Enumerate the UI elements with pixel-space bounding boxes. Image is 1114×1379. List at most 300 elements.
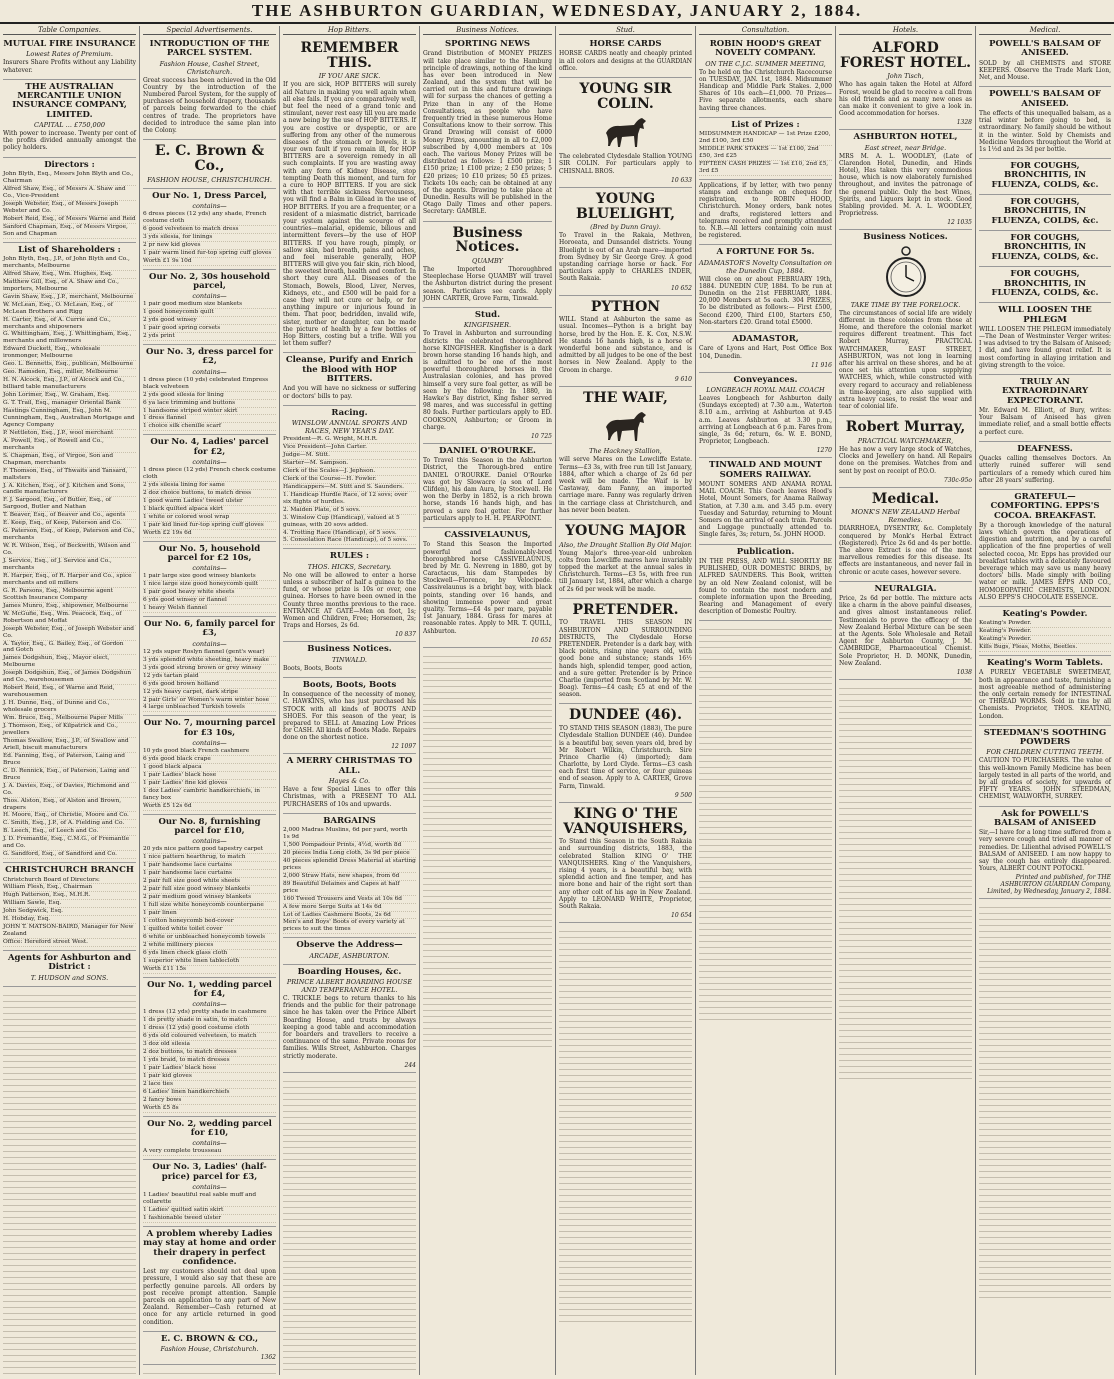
ad-body-text: Price, 2s 6d per bottle. The mixture acts like a charm in the above painful diseases, and gives almost instantaneous relief. Testimonials to prove the efficacy of the New Zealand Herbal Mixture can be seen at the Agents. Sole Wholesale and Retail Agent for Ashburton County, J. M. CAMBRIDGE, Pharmaceutical Chemist. Sole Proprietor, H. D. MONK, Dunedin, New Zealand.: [839, 595, 972, 667]
list-item: Wm. Bruce, Esq., Melbourne Paper Mills: [3, 715, 136, 723]
advertisement: [979, 607, 1111, 656]
ad-subtitle: (Bred by Dunn Gray).: [590, 223, 661, 232]
advertisement: [423, 308, 552, 444]
list-item: A. Taylor, Esq., G. Bailey, Esq., of Gordon and Gotch: [3, 641, 136, 656]
advertisement: [283, 353, 416, 405]
list-item: H. Hobday, Esq.: [3, 916, 136, 924]
list-item: Gavin Shaw, Esq., J.P., merchant, Melbourne: [3, 294, 136, 302]
ad-subtitle: WINSLOW ANNUAL SPORTS AND RACES, NEW YEAR'S DAY.: [291, 419, 408, 436]
list-item: J. H. Dunne, Esq., of Dunne and Co., wholesale grocers: [3, 700, 136, 715]
advertisement: [283, 965, 416, 1073]
column-5: [556, 26, 696, 1375]
advertisement: [3, 37, 136, 80]
ad-item-list: [143, 377, 276, 432]
ad-title: YOUNG MAJOR: [565, 522, 686, 539]
ad-title: Business Notices.: [452, 224, 523, 256]
ad-title: Our No. 7, mourning parcel for £3 10s,: [143, 718, 276, 738]
list-item: B. Leech, Esq., of Leech and Co.: [3, 828, 136, 836]
advertisement: [699, 180, 832, 246]
ad-body-text: With power to increase. Twenty per cent of the profits divided annually amongst the policy holders.: [3, 130, 136, 152]
list-item: Clerk of the Course—H. Fowler.: [283, 476, 416, 484]
list-item: 1 pair good spring corsets: [143, 325, 276, 333]
list-item: 1 pair good heavy white sheets: [143, 589, 276, 597]
ad-title: Business Notices.: [863, 232, 948, 243]
column-4: [420, 26, 556, 1375]
ad-title: DANIEL O'ROURKE.: [439, 445, 536, 456]
list-item: 1 good warm Ladies' tweed ulster: [143, 498, 276, 506]
ad-title: YOUNG SIR COLIN.: [579, 80, 672, 112]
ad-title: PRETENDER.: [572, 601, 679, 618]
horse-illustration-icon: [600, 407, 652, 445]
list-item: 1 good honeycomb quilt: [143, 309, 276, 317]
column-8: [976, 26, 1114, 1375]
ad-reference-number: 1038: [956, 668, 972, 676]
advertisement: [559, 704, 692, 802]
list-item: C. Smith, Esq., J.P., of A. Fielding and Co.: [3, 820, 136, 828]
advertisement: [979, 159, 1111, 195]
ad-title: Observe the Address—: [296, 940, 403, 951]
list-item: 1 pair warm lined fur-top spring cuff gloves: [143, 250, 276, 258]
list-item: John Sedgwick, Esq.: [3, 908, 136, 916]
ad-item-list: [3, 256, 136, 859]
advertisement: [283, 678, 416, 755]
ad-title: THE WAIF,: [583, 389, 668, 406]
ad-title: Our No. 4, Ladies' parcel for £2,: [150, 437, 269, 457]
advertisement: [979, 195, 1111, 231]
ad-body-text: CAUTION TO PURCHASERS. The value of this well-known Family Medicine has been largely tested in all parts of the world, and by all grades of society, for upwards of FIFTY YEARS. JOHN STEEDMAN, CHEMIST, WALWORTH, SURREY.: [979, 757, 1111, 801]
ad-item-list: [143, 1148, 276, 1156]
ad-title: Our No. 8, furnishing parcel for £10,: [158, 816, 261, 837]
ad-title: Stud.: [474, 309, 501, 320]
list-item: 2 doz choice buttons, to match dress: [143, 490, 276, 498]
ad-title: FOR COUGHS, BRONCHITIS, IN FLUENZA, COLDS, &c.: [991, 269, 1099, 298]
list-item: 20 yds nice pattern good tapestry carpet: [143, 846, 276, 854]
list-item: 12 yds super Roslyn flannel (gent's wear): [143, 649, 276, 657]
ad-body-text: The Imported Thoroughbred Steeplechase Horse QUAMBY will travel the Ashburton district during the present season. Particulars see cards. Apply JOHN CARTER, Grove Farm, Tinwald.: [423, 266, 552, 302]
list-item: H. Moore, Esq., of Christie, Moore and Co.: [3, 812, 136, 820]
ad-title: A MERRY CHRISTMAS TO ALL.: [286, 756, 413, 776]
list-item: 1 full size white honeycomb counterpane: [143, 902, 276, 910]
ad-title: Publication.: [736, 546, 795, 557]
ad-title: Our No. 3, Ladies' (half-price) parcel for £3,: [152, 1162, 267, 1182]
list-item: 2,000 Straw Hats, new shapes, from 6d: [283, 873, 416, 881]
ad-body-text: To Stand this Season the Imported powerful and fashionably-bred thoroughbred horse CASSIVELAUNUS, bred by Mr. G. Nevreng in 1880, got by Caractacus, his dam Stampedes by Stockwell—Florence, by Velocipede. Cassivelaunus is a bright bay, with black points, standing over 16 hands, and showing immense power and great quality. Terms—£4 4s per mare, payable 1st January, 1884. Grass for mares at reasonable rates. Apply to MR. T. QUILL, Ashburton.: [423, 541, 552, 635]
ad-body-text: The effects of this unequalled balsam, as a trial winter before going to bed, is extraordinary. No family should be without it in the winter. Sold by Chemists and Medicine Vendors throughout the World at 1s 1½d and 2s 3d per bottle.: [979, 109, 1111, 153]
ad-title: BARGAINS: [323, 815, 376, 826]
list-item: 2 yds good silesia for lining: [143, 392, 276, 400]
list-item: G. Paterson, Esq., of Keep, Paterson and Co., merchants: [3, 528, 135, 542]
ad-subtitle: contains—: [192, 837, 227, 846]
list-item: 1 heavy Welsh flannel: [143, 605, 276, 613]
ad-title: Keating's Powder.: [1002, 608, 1088, 619]
masthead: [0, 0, 1114, 24]
ad-body-text: TO TRAVEL THIS SEASON IN ASHBURTON AND SURROUNDING DISTRICTS, The Clydesdale Horse PRETENDER. Pretender is a dark bay, with black points, rising nine years old, with good bone and substance; stands 16½ hands high, splendid temper, good action, and a sure getter. Pretender is by Prince Charlie (imported from Scotland by Mr. W. Boag). Terms—£4 cash; £5 at end of the season.: [559, 619, 692, 699]
list-item: 4 large unbleached Turkish towels: [143, 704, 276, 712]
column-3: [280, 26, 420, 1375]
ad-body-text: To be held on the Christchurch Racecourse on TUESDAY, JAN. 1st, 1884. Midsummer Handicap and Middle Park Stakes. 2,000 Shares of 10s each—£1,000. 70 Prizes—Five separate allotments, each share having three chances.: [699, 68, 832, 112]
advertisement: [559, 599, 692, 705]
list-item: G. R. Parsons, Esq., Melbourne agent Scottish Insurance Company: [3, 588, 136, 603]
ad-body-text: If you are sick, HOP BITTERS will surely aid Nature in making you well again when all else fails. If you are comparatively well, but feel the need of a grand tonic and stimulant, never rest easy till you are made a new being by the use of HOP BITTERS. If you are costive or dyspeptic, or are suffering from any other of the numerous diseases of the stomach or bowels, it is your own fault if you remain ill, for HOP BITTERS are a sovereign remedy in all such complaints. If you are wasting away with any form of Kidney Disease, stop tempting Death this moment, and turn for a cure to HOP BITTERS. If you are sick with that terrible sickness Nervousness, you will find a Balm in Gilead in the use of HOP BITTERS. If you are a frequenter, or a resident of a miasmatic district, barricade your system against the scourge of all countries—malarial, epidemic, bilious and intermittent fevers—by the use of HOP BITTERS. If you have rough, pimply, or sallow skin, bad breath, pains and aches, and feel miserable generally, HOP BITTERS will give you fair skin, rich blood, the sweetest breath, health and comfort. In short they cure ALL Diseases of the Stomach, Bowels, Blood, Liver, Nerves, Kidneys, etc., and £500 will be paid for a case they will not cure or help, or for anything impure or injurious found in them. That poor, bedridden, invalid wife, sister, mother or daughter, can be made the picture of health by a few bottles of Hop Bitters, costing but a trifle. Will you let them suffer?: [283, 81, 416, 348]
list-item: Alfred Shaw, Esq., Wm. Hughes, Esq.: [3, 271, 136, 279]
ad-reference-number: 10 725: [531, 432, 552, 440]
ad-subtitle: John Tisch,: [887, 72, 924, 81]
ad-body-text: will serve Mares on the Lowcliffe Estate. Terms—£3 3s, with free run till 1st January, 1884, after which a charge of 2s 6d per week will be made. The Waif is by Castaway, dam Fanny, an imported carriage mare. Fanny was regularly driven in the carriage class at Christchurch, and has never been beaten.: [559, 456, 692, 514]
ad-subtitle: ARCADE, ASHBURTON.: [309, 951, 390, 960]
list-item: J. Service, Esq., of J. Service and Co., merchants: [3, 558, 136, 573]
ad-reference-number: 10 837: [395, 631, 416, 639]
list-item: 1 pair good medium size blankets: [143, 301, 276, 309]
column-1: [0, 26, 140, 1375]
list-item: Geo. L. Bennetts, Esq., publican, Melbourne: [3, 361, 136, 369]
list-item: 1 pair Ladies' black hose: [143, 1065, 276, 1073]
list-item: 2. Maiden Plate, of 5 sovs.: [283, 507, 416, 515]
ad-title: ASHBURTON HOTEL,: [853, 132, 958, 143]
advertisement: [979, 442, 1111, 490]
ad-subtitle: Fashion House, Christchurch.: [160, 1345, 259, 1354]
ad-title: Conveyances.: [733, 374, 798, 385]
advertisement: [143, 435, 276, 541]
ad-reference-number: 10 651: [531, 636, 552, 644]
ad-body-text: In consequence of the necessity of money, C. HAWKINS, who has just purchased his STOCK with all kinds of BOOTS AND SHOES. For this season of the year, is prepared to SELL at Amazing Low Prices for CASH. All kinds of Boots Made. Repairs done on the shortest notice.: [283, 691, 416, 742]
ad-title: Boots, Boots, Boots: [302, 679, 397, 690]
ad-subtitle: East street, near Bridge.: [864, 143, 947, 152]
ad-title: Racing.: [331, 407, 368, 418]
ad-subtitle: TINWALD.: [331, 655, 367, 664]
ad-title: Robert Murray,: [845, 419, 966, 436]
ad-reference-number: 10 654: [671, 912, 692, 920]
ad-title: KING O' THE VANQUISHERS,: [563, 805, 688, 837]
list-item: 2 pair medium good winsey blankets: [143, 894, 276, 902]
ad-reference-number: 9 610: [674, 375, 692, 383]
column-heading: Business Notices.: [423, 26, 552, 35]
ad-reference-number: 244: [404, 1061, 416, 1069]
ad-reference-number: 12 1035: [947, 219, 972, 227]
column-7: [836, 26, 976, 1375]
list-item: Keating's Powder.: [979, 620, 1111, 628]
list-item: 2,000 Madras Muslins, 6d per yard, worth 1s 9d: [283, 827, 416, 842]
ad-subtitle: contains—: [192, 1183, 227, 1192]
ad-title: ADAMASTOR,: [732, 334, 799, 345]
ad-title: Directors :: [44, 159, 95, 170]
list-item: 1 pair Ladies' fine kid gloves: [143, 780, 276, 788]
ad-body-text: Will close on or about FEBRUARY 19th, 1884. DUNEDIN CUP, 1884. To be run at Dunedin on the 21st FEBRUARY, 1884. 20,000 Members at 5s each. 304 PRIZES, To be distributed as follows:— First £500, Second £200, Third £100, Starters £50, Non-starters £20. Grand total £5000.: [699, 275, 832, 326]
advertisement: [143, 1117, 276, 1161]
ad-title: DEAFNESS.: [1017, 443, 1073, 454]
ad-reference-number: 11 916: [811, 361, 832, 369]
ad-subtitle: Also, the Draught Stallion By Old Major.: [559, 540, 692, 549]
ad-body-text: A PURELY VEGETABLE SWEETMEAT, both in appearance and taste, furnishing a most agreeable method of administering the only certain remedy for INTESTINAL or THREAD WORMS. Sold in tins by all Chemists. Proprietor, THOS. KEATING, London.: [979, 669, 1111, 720]
advertisement: [143, 140, 276, 188]
list-item: 1 choice silk chenille scarf: [143, 423, 276, 431]
ad-body-text: Insurers Share Profits without any Liability whatever.: [3, 59, 136, 74]
ad-title: List of Prizes :: [731, 119, 800, 130]
ad-body-text: Have a few Special Lines to offer this Christmas, with a PRESENT TO ALL PURCHASERS of 10s and upwards.: [283, 786, 416, 808]
advertisement: [143, 1332, 276, 1365]
list-item: 1 pair kid gloves: [143, 1073, 276, 1081]
ad-subtitle: CAPITAL ... £750,000: [34, 121, 105, 130]
ad-title: DUNDEE (46).: [568, 707, 683, 724]
ad-body-text: And you will have no sickness or suffering or doctors' bills to pay.: [283, 385, 416, 400]
ad-body-text: Sir,—I have for a long time suffered from a very severe cough and tried all manner of remedies. Dr. Lilienthal advised POWELL'S BALSAM of ANISEED. I am now happy to say the cough has entirely disappeared. Yours, ALBERT COUNT POTOCKI.: [979, 829, 1111, 873]
list-item: 2 fancy bows: [143, 1097, 276, 1105]
advertisement: [283, 642, 416, 678]
ad-title: Our No. 6, family parcel for £3,: [143, 619, 276, 639]
list-item: 1 dress (12 yds) good costume cloth: [143, 1025, 276, 1033]
list-item: 1 nice pattern hearthrug, to match: [143, 854, 276, 862]
ad-title: FOR COUGHS, BRONCHITIS, IN FLUENZA, COLDS, &c.: [991, 161, 1099, 190]
list-item: Joseph Dodgshun, Esq., of James Dodgshun and Co., warehousemen: [3, 670, 136, 685]
ad-title: TINWALD AND MOUNT SOMERS RAILWAY.: [709, 460, 822, 480]
advertisement: [559, 520, 692, 599]
advertisement: [143, 189, 276, 270]
column-heading: Special Advertisements.: [143, 26, 276, 35]
advertisement: [423, 528, 552, 648]
list-item: 1 pair kid lined fur-top spring cuff gloves: [143, 522, 276, 530]
advertisement: [979, 267, 1111, 303]
list-item: 1 pair handsome lace curtains: [143, 870, 276, 878]
list-item: S. Chapman, Esq., of Virgoe, Son and Chapman, merchants: [3, 453, 136, 468]
list-item: 6 yds good winsey or flannel: [143, 597, 276, 605]
ad-title: MUTUAL FIRE INSURANCE: [3, 39, 136, 49]
advertisement: [699, 245, 832, 332]
advertisement: [559, 37, 692, 78]
ad-title: A FORTUNE FOR 5s.: [716, 247, 815, 258]
ad-subtitle: The Hackney Stallion,: [589, 447, 662, 456]
ad-body-text: Boots, Boots, Boots: [283, 664, 343, 672]
list-item: Worth £5 12s 6d: [143, 803, 276, 811]
ad-title: POWELL'S BALSAM OF ANISEED.: [989, 89, 1101, 109]
list-item: Robert Reid, Esq., of Warne and Reid, warehousemen: [3, 685, 136, 700]
ad-subtitle: contains—: [192, 739, 227, 748]
ad-body-text: By a thorough knowledge of the natural laws which govern the operations of digestion and nutrition, and by a careful application of the fine properties of well selected cocoa, Mr. Epps has provided our breakfast tables with a delicately flavoured beverage which may save us many heavy doctors' bills. Made simply with boiling water or milk. JAMES EPPS AND CO., HOMOEOPATHIC CHEMISTS, LONDON. ALSO EPPS'S CHOCOLATE ESSENCE.: [979, 521, 1111, 601]
list-item: 3 yds splendid white sheeting, heavy make: [143, 657, 276, 665]
list-item: 2 lace ties: [143, 1081, 276, 1089]
column-heading: Stud.: [559, 26, 692, 35]
ad-title: PYTHON: [590, 298, 661, 315]
ad-title: RULES :: [329, 551, 370, 562]
ad-title: E. C. BROWN & CO.,: [160, 1333, 259, 1344]
ad-item-list: [143, 748, 276, 811]
ad-title: CASSIVELAUNUS,: [444, 529, 531, 540]
advertisement: [283, 938, 416, 964]
list-item: H. N. Alcock, Esq., J.P., of Alcock and Co., billiard table manufacturers: [3, 377, 136, 392]
list-item: 1 dress piece (10 yds) celebrated Empress black velveteen: [143, 377, 276, 392]
column-heading: Medical.: [979, 26, 1111, 35]
ad-body-text: Mr. Edward M. Elliott, of Bury, writes: Your Balsam of Aniseed has given immediate relief, and a small bottle effects a perfect cure.: [979, 407, 1111, 436]
ad-item-list: [979, 620, 1111, 652]
ad-reference-number: 1328: [956, 119, 972, 127]
advertisement: [143, 345, 276, 435]
ad-title: Our No. 3, dress parcel for £2,: [146, 347, 273, 367]
ad-title: Keating's Worm Tablets.: [987, 658, 1103, 669]
ad-body-text: Young Major's three-year-old unbroken colts from Lowcliffe mares have invariably topped the market at the annual sales in Christchurch. Terms—£3 5s, with free run till January 1st, 1884, after which a charge of 2s 6d per week will be made.: [559, 549, 692, 593]
ad-title: ROBIN HOOD'S GREAT NOVELTY COMPANY.: [709, 39, 822, 59]
list-item: James Dodgshun, Esq., Mayor elect, Melbourne: [3, 655, 136, 670]
ad-item-list: [283, 827, 416, 934]
ad-item-list: [3, 171, 136, 239]
list-item: 12 yds tartan plaid: [143, 673, 276, 681]
list-item: James Munro, Esq., shipowner, Melbourne: [3, 603, 136, 611]
advertisement: [979, 375, 1111, 442]
ad-title: Cleanse, Purify and Enrich the Blood with HOP BITTERS.: [285, 355, 414, 384]
ad-subtitle: contains—: [192, 1000, 227, 1009]
list-item: 3 doz old silesia: [143, 1041, 276, 1049]
list-item: 1 fashionable tweed ulster: [143, 1215, 276, 1223]
list-item: 2 pair full size good winsey blankets: [143, 886, 276, 894]
list-item: FIFTEEN CASH PRIZES — 1st £10, 2nd £5, 3rd £5: [699, 161, 832, 176]
ad-body-text: To Travel in the Rakaia, Methven, Horoeata, and Dunsandel districts. Young Bluelight is out of an Arab mare—imported from Sydney by Sir George Grey. A good upstanding carriage horse or hack. For particulars apply to CHARLES INDER, South Rakaia.: [559, 232, 692, 283]
list-item: Kills Bugs, Fleas, Moths, Beetles.: [979, 644, 1111, 652]
column-fill-text-lines: [979, 902, 1111, 1302]
ad-reference-number: 9 500: [674, 791, 692, 799]
list-item: A. Powell, Esq., of Rowell and Co., merchants: [3, 438, 136, 453]
list-item: 2 pair full size good white sheets: [143, 878, 276, 886]
list-item: Robert Reid, Esq., of Messrs Warne and Reid: [3, 215, 136, 222]
column-heading: Hotels.: [839, 26, 972, 35]
ad-title: Our No. 1, Dress Parcel,: [152, 190, 267, 201]
advertisement: [423, 37, 552, 222]
list-item: 6 yds good black crape: [143, 756, 276, 764]
ad-reference-number: Printed and published, for THE ASHBURTON GUARDIAN Company, Limited, by Wednesday, January 2, 1884.: [987, 874, 1111, 896]
list-item: 4. Trotting Race (Handicap), of 5 sovs.: [283, 530, 416, 538]
advertisement: [979, 726, 1111, 807]
ad-item-list: [283, 436, 416, 545]
column-fill-text-lines: [283, 1076, 416, 1375]
column-fill-text-lines: [423, 651, 552, 1051]
column-2: [140, 26, 280, 1375]
ad-title: Medical.: [871, 490, 940, 507]
list-item: Worth £5 8s: [143, 1105, 276, 1113]
ad-title: E. C. Brown & Co.,: [154, 143, 265, 174]
ad-body-text: Lest my customers should not deal upon pressure, I would also say that these are perfectly genuine parcels. All orders by post receive prompt attention. Sample parcels on application to any part of New Zealand. Remember—Cash returned at once for any article returned in good condition.: [143, 1268, 276, 1326]
ad-title: REMEMBER THIS.: [300, 40, 399, 71]
ad-title: POWELL'S BALSAM OF ANISEED.: [989, 39, 1101, 59]
ad-item-list: [143, 211, 276, 266]
ad-title: Boarding Houses, &c.: [297, 966, 402, 977]
advertisement: [3, 158, 136, 243]
ad-title: INTRODUCTION OF THE PARCEL SYSTEM.: [149, 39, 270, 59]
advertisement: [3, 951, 136, 987]
ad-body-text: HORSE CARDS neatly and cheaply printed in all colors and designs at the GUARDIAN office.: [559, 50, 692, 72]
ad-body-text: The celebrated Clydesdale Stallion YOUNG SIR COLIN. For particulars apply to CHISNALL BROS.: [559, 153, 692, 175]
ad-title: THE AUSTRALIAN MERCANTILE UNION INSURANCE COMPANY, LIMITED.: [12, 81, 127, 120]
advertisement: [143, 1227, 276, 1332]
ad-body-text: WILL LOOSEN THE PHLEGM immediately—The Dean of Westminster Verger writes: I was advised to try the Balsam of Aniseed; I did, and have found great relief. It is most comforting in allaying irritation and giving strength to the voice.: [979, 325, 1111, 369]
list-item: 1. Handicap Hurdle Race, of 12 sovs; over six flights of hurdles.: [283, 492, 416, 507]
list-item: Vice President—John Carter.: [283, 444, 416, 452]
advertisement: [143, 270, 276, 345]
list-item: Ed. Fanning, Esq., of Paterson, Laing and Bruce: [3, 753, 136, 768]
list-item: Worth £1 9s 10d: [143, 258, 276, 266]
list-item: 3. Winslow Cup (Handicap), valued at 5 guineas, with 20 sovs added.: [283, 515, 416, 530]
list-item: 1 doz Ladies' cambric handkerchiefs, in fancy box: [143, 788, 276, 803]
ad-reference-number: 10 652: [671, 284, 692, 292]
ad-subtitle: KINGFISHER.: [463, 321, 512, 330]
list-item: 6 yds good brown holland: [143, 681, 276, 689]
list-item: MIDDLE PARK STAKES — 1st £100, 2nd £50, 3rd £25: [699, 146, 832, 161]
list-item: A very complete trousseau: [143, 1148, 276, 1156]
advertisement: [3, 863, 136, 951]
list-item: 2 yds print: [143, 333, 276, 341]
list-item: G. Sandford, Esq., of Sandford and Co.: [3, 851, 136, 859]
list-item: Hastings Cunningham, Esq., John M. Cunningham, Esq., Australian Mortgage and Agency Company: [3, 407, 135, 428]
ad-item-list: [143, 1192, 276, 1223]
ad-subtitle: contains—: [192, 639, 227, 648]
list-item: John Lorimer, Esq., W. Graham, Esq.: [3, 392, 136, 400]
list-item: 6 ya lace trimming and buttons: [143, 400, 276, 408]
advertisement: [143, 716, 276, 814]
list-item: 6 yds linen check glass cloth: [143, 950, 276, 958]
ad-subtitle: Lowest Rates of Premium.: [26, 50, 113, 59]
column-heading: Table Companies.: [3, 26, 136, 35]
list-item: 1,500 Pompadour Prints, 4½d, worth 8d: [283, 842, 416, 850]
advertisement: [559, 296, 692, 387]
list-item: Thomas Swallow, Esq., J.P., of Swallow and Ariell, biscuit manufacturers: [3, 738, 136, 753]
ad-subtitle: Fashion House, Cashel Street, Christchurch.: [159, 59, 260, 76]
list-item: Matthew Gill, Esq., of A. Shaw and Co., importers, Melbourne: [3, 279, 136, 294]
ad-title: Our No. 5, household parcel for £2 10s,: [158, 543, 261, 563]
list-item: H. Carter, Esq., of A. Currie and Co., merchants and shipowners: [3, 317, 136, 332]
list-item: J. A. Davies, Esq., of Davies, Richmond and Co.: [3, 783, 136, 798]
ad-title: FOR COUGHS, BRONCHITIS, IN FLUENZA, COLDS, &c.: [991, 233, 1099, 262]
list-item: 2 doz buttons, to match dresses: [143, 1049, 276, 1057]
list-item: 1 good black alpaca: [143, 764, 276, 772]
ad-subtitle: Hayes & Co.: [328, 777, 371, 786]
ad-body-text: TO STAND THIS SEASON (1883), The pure Clydesdale Stallion DUNDEE (46). Dundee is a beautiful bay, seven years old, bred by Mr Robert Wilkin, Christchurch. Sire Prince Charlie (4) (imported); dam Charlotte, by Lord Clyde. Terms—£3 cash each first time of service, or four guineas end of season. Apply to A. CARTER, Grove Farm, Tinwald.: [559, 725, 692, 790]
advertisement: [839, 230, 972, 416]
ad-subtitle: contains—: [192, 458, 227, 467]
ad-subtitle: LONGBEACH ROYAL MAIL COACH: [706, 386, 825, 395]
ad-title: NEURALGIA.: [874, 583, 937, 594]
list-item: 1 quilted white toilet cover: [143, 926, 276, 934]
list-item: Starter—M. Sampson.: [283, 460, 416, 468]
list-item: 1 Ladies' quilted satin skirt: [143, 1207, 276, 1215]
ad-item-list: [143, 846, 276, 973]
ad-item-list: [3, 877, 136, 948]
ad-title: Our No. 2, wedding parcel for £10,: [147, 1118, 272, 1139]
list-item: 5. Consolation Race (Handicap), of 5 sovs.: [283, 537, 416, 545]
list-item: Keating's Powder.: [979, 628, 1111, 636]
advertisement: [699, 545, 832, 622]
list-item: 3 yds silesia, for linings: [143, 234, 276, 242]
list-item: Christchurch Board of Directors:: [3, 877, 136, 885]
list-item: 40 pieces splendid Dress Material at starting prices: [283, 857, 416, 871]
list-item: 160 Tweed Trousers and Vests at 10s 6d: [283, 896, 416, 904]
ad-body-text: No one will be allowed to enter a horse unless a subscriber of half a guinea to the fund, or whose prize is 10s or over, one guinea. Horses to have been owned in the County three months previous to the race. ENTRANCE AT GATE—Men on foot, 1s; Women and Children, Free; Horsemen, 2s; Traps and Horses, 2s 6d.: [283, 571, 416, 630]
list-item: A few more Serge Suits at 14s 6d: [283, 904, 416, 912]
ad-title: Our No. 1, wedding parcel for £4,: [147, 979, 272, 1000]
list-item: 1 superior white linen tablecloth: [143, 958, 276, 966]
ad-body-text: MOUNT SOMERS AND ANAMA ROYAL MAIL COACH. This Coach leaves Hood's Hotel, Mount Somers, for Anama Railway Station, at 7.30 a.m. and 3.45 p.m. every Tuesday and Saturday, returning to Mount Somers on the arrival of each train. Parcels and Luggage punctually attended to. Single fares, 3s; return, 5s. JOHN HOOD.: [699, 481, 832, 539]
advertisement: [559, 803, 692, 923]
pocket-watch-icon: [884, 245, 928, 299]
list-item: 1 dress piece (12 yds) French check costume cloth: [143, 467, 276, 481]
list-item: 2 yds silesia lining for same: [143, 482, 276, 490]
list-item: Worth £11 15s: [143, 966, 276, 974]
ad-body-text: IN THE PRESS, AND WILL SHORTLY BE PUBLISHED, OUR DOMESTIC BIRDS, by ALFRED SAUNDERS. This Book, written by an old New Zealand colonist, will be found to contain the most modern and complete information upon the Breeding, Rearing and Management of every description of Domestic Poultry.: [699, 557, 832, 616]
ad-title: GRATEFUL—COMFORTING. EPPS'S COCOA. BREAKFAST.: [990, 491, 1100, 521]
list-item: W. R. Wilson, Esq., of Beckwith, Wilson and Co.: [3, 543, 136, 558]
ad-subtitle: T. HUDSON and SONS.: [30, 973, 109, 982]
column-fill-text-lines: [3, 990, 136, 1375]
advertisement: [423, 222, 552, 308]
ad-reference-number: 10 633: [671, 176, 692, 184]
advertisement: [143, 37, 276, 140]
column-6: [696, 26, 836, 1375]
advertisement: [423, 444, 552, 528]
list-item: 1 black quilted alpaca skirt: [143, 506, 276, 514]
